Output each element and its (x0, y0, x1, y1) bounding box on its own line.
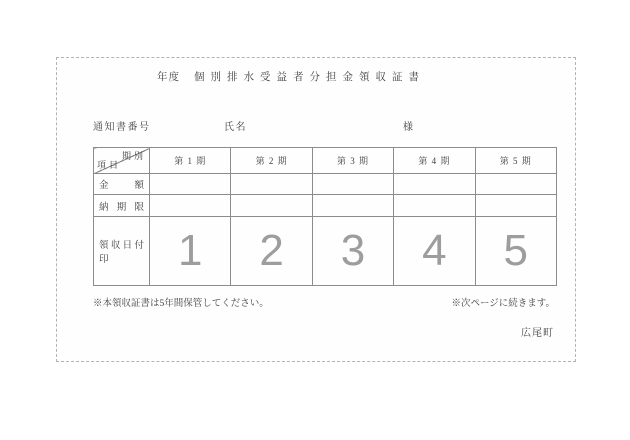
receipt-stamp-row-label: 領収日付印 (94, 217, 150, 286)
due-date-cell-5 (475, 195, 556, 217)
amount-cell-3 (312, 174, 393, 195)
stamp-number-5: 5 (475, 217, 556, 286)
due-date-cell-3 (312, 195, 393, 217)
stamp-number-3: 3 (312, 217, 393, 286)
period-header-4: 第 4 期 (394, 148, 475, 174)
stamp-number-4: 4 (394, 217, 475, 286)
corner-period-label: 期別 (121, 151, 146, 161)
period-header-1: 第 1 期 (150, 148, 231, 174)
due-date-row-label: 納期限 (94, 195, 150, 217)
next-page-note: ※次ページに続きます。 (451, 299, 555, 309)
honorific-label: 様 (403, 122, 415, 133)
receipt-page-border (56, 57, 576, 362)
amount-cell-1 (150, 174, 231, 195)
header-corner-cell (94, 148, 150, 174)
amount-cell-2 (231, 174, 312, 195)
issuer-name: 広尾町 (521, 328, 554, 339)
amount-row (94, 174, 557, 195)
stamp-number-2: 2 (231, 217, 312, 286)
notice-number-label: 通知書番号 (93, 122, 151, 133)
keep-note: ※本領収証書は5年間保管してください。 (93, 299, 269, 309)
fee-table (93, 147, 557, 286)
title-fiscal-year: 年度 (157, 72, 180, 83)
due-date-cell-1 (150, 195, 231, 217)
receipt-stamp-row (94, 217, 557, 286)
amount-row-label: 金額 (94, 174, 150, 195)
table-header-row (94, 148, 557, 174)
page-title (157, 69, 425, 84)
amount-cell-4 (394, 174, 475, 195)
due-date-row (94, 195, 557, 217)
amount-cell-5 (475, 174, 556, 195)
period-header-2: 第 2 期 (231, 148, 312, 174)
due-date-cell-2 (231, 195, 312, 217)
title-main-text: 個別排水受益者分担金領収証書 (194, 72, 425, 83)
stamp-number-1: 1 (150, 217, 231, 286)
period-header-5: 第 5 期 (475, 148, 556, 174)
due-date-cell-4 (394, 195, 475, 217)
period-header-3: 第 3 期 (312, 148, 393, 174)
name-label: 氏名 (224, 122, 247, 133)
corner-item-label: 項目 (97, 160, 122, 170)
